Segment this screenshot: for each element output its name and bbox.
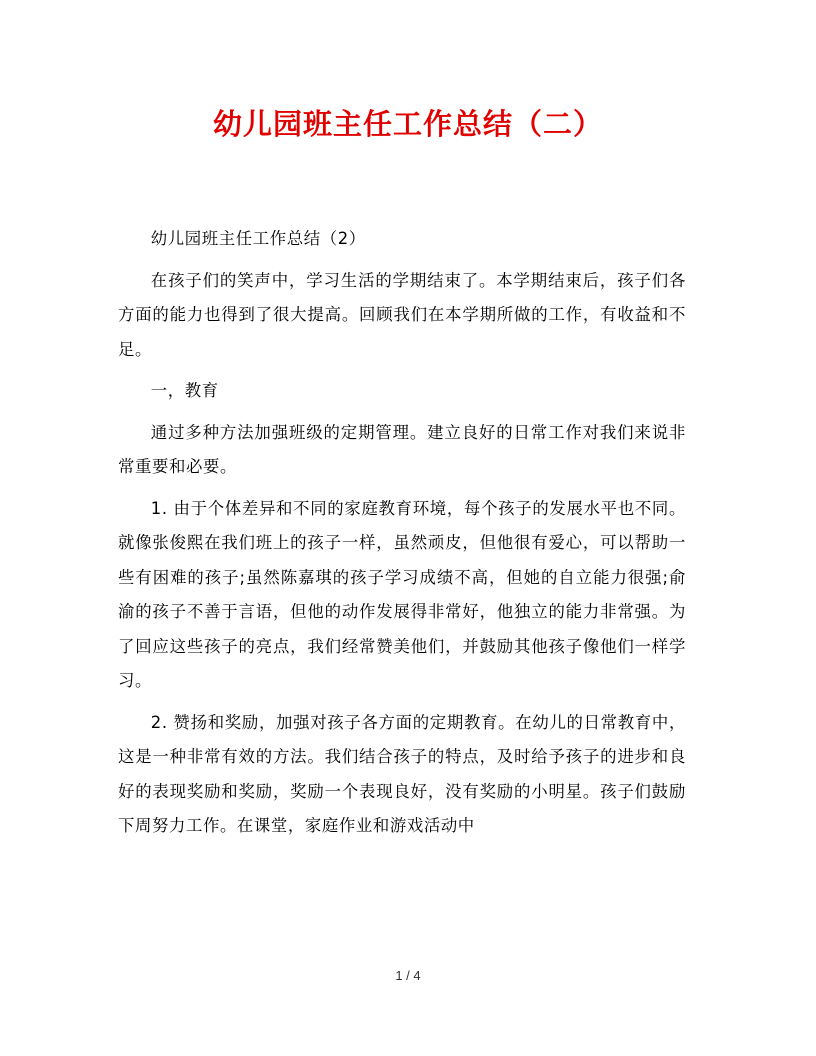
subtitle-paragraph: 幼儿园班主任工作总结（2） (150, 229, 366, 248)
page-number: 1 / 4 (395, 968, 421, 983)
point-1-paragraph: 1. 由于个体差异和不同的家庭教育环境，每个孩子的发展水平也不同。就像张俊熙在我们班上的孩子一样，虽然顽皮，但他很有爱心，可以帮助一些有困难的孩子;虽然陈嘉琪的孩子学习成绩不高，但她的自立能力很强;俞渝的孩子不善于言语，但他的动作发展得非常好，他独立的能力非常强。为了回应这些孩子的亮点，我们经常赞美他们，并鼓励其他孩子像他们一样学习。 (118, 498, 686, 690)
page-title: 幼儿园班主任工作总结（二） (212, 107, 603, 141)
management-paragraph: 通过多种方法加强班级的定期管理。建立良好的日常工作对我们来说非常重要和必要。 (118, 422, 686, 476)
intro-paragraph: 在孩子们的笑声中，学习生活的学期结束了。本学期结束后，孩子们各方面的能力也得到了很大提高。回顾我们在本学期所做的工作，有收益和不足。 (118, 270, 686, 359)
document-body (118, 222, 686, 851)
point-2-paragraph: 2. 赞扬和奖励，加强对孩子各方面的定期教育。在幼儿的日常教育中，这是一种非常有效的方法。我们结合孩子的特点，及时给予孩子的进步和良好的表现奖励和奖励，奖励一个表现良好，没有奖励的小明星。孩子们鼓励下周努力工作。在课堂，家庭作业和游戏活动中 (118, 712, 686, 835)
section-heading-education: 一，教育 (150, 381, 219, 400)
